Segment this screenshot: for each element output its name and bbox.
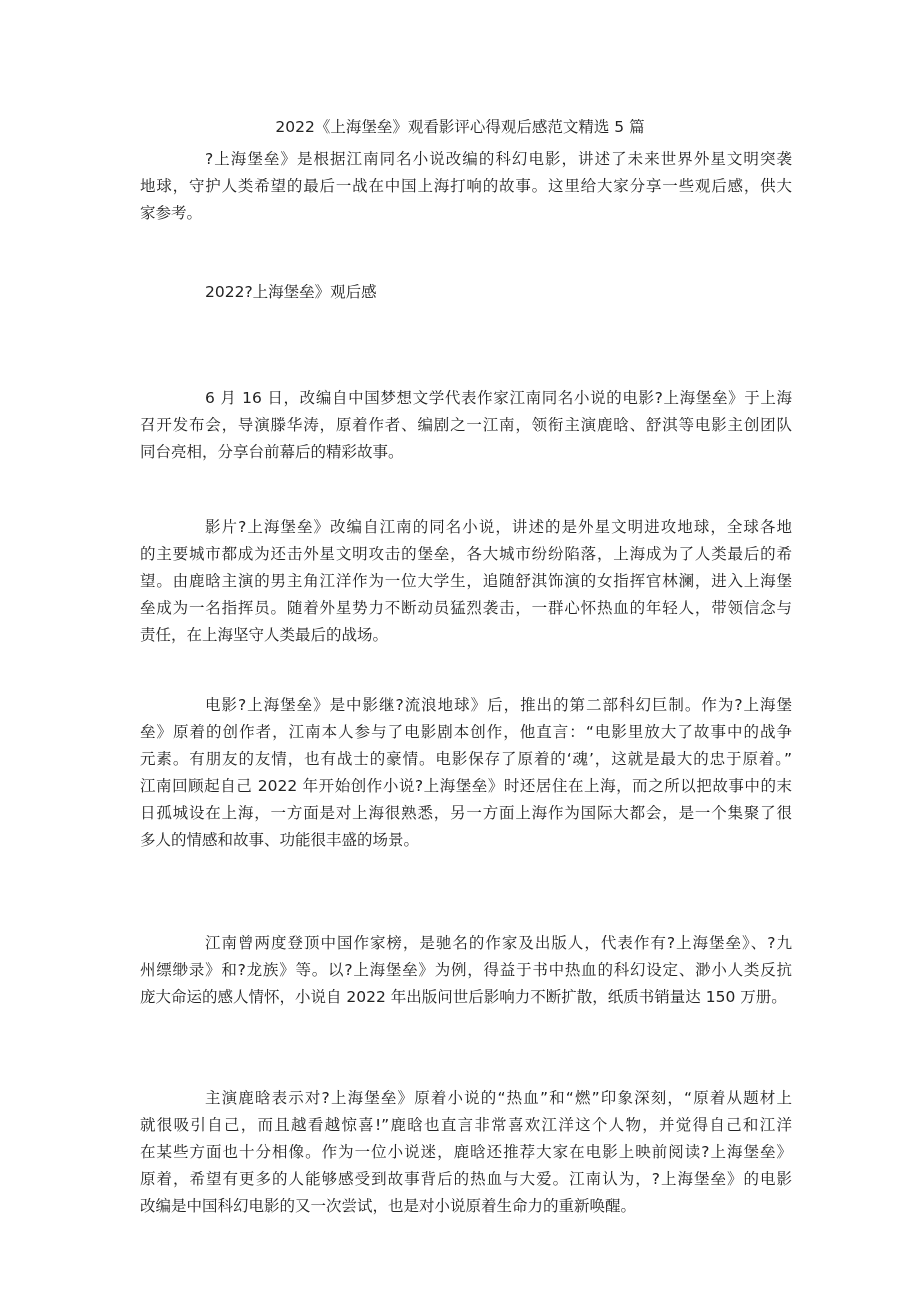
text-line: 召开发布会，导演滕华涛，原着作者、编剧之一江南，领衔主演鹿晗、舒淇等电影主创团队: [140, 416, 792, 434]
paragraph: [140, 930, 792, 1011]
intro-paragraph: [140, 146, 792, 227]
text-line: 庞大命运的感人情怀，小说自 2022 年出版问世后影响力不断扩散，纸质书销量达 150 万册。: [140, 988, 787, 1006]
text-line: 元素。有朋友的友情，也有战士的豪情。电影保存了原着的‘魂’，这就是最大的忠于原着。”: [140, 750, 792, 768]
text-line: 责任，在上海坚守人类最后的战场。: [140, 626, 389, 644]
text-line: 电影?上海堡垒》是中影继?流浪地球》后，推出的第二部科幻巨制。作为?上海堡: [205, 696, 792, 714]
text-line: 家参考。: [140, 204, 203, 222]
text-line: 6 月 16 日，改编自中国梦想文学代表作家江南同名小说的电影?上海堡垒》于上海: [205, 389, 792, 407]
text-line: 2022?上海堡垒》观后感: [205, 283, 377, 301]
text-line: 影片?上海堡垒》改编自江南的同名小说，讲述的是外星文明进攻地球，全球各地: [205, 518, 792, 536]
text-line: 日孤城设在上海，一方面是对上海很熟悉，另一方面上海作为国际大都会，是一个集聚了很: [140, 804, 792, 822]
text-line: 原着，希望有更多的人能够感受到故事背后的热血与大爱。江南认为，?上海堡垒》的电影: [140, 1170, 792, 1188]
text-line: 就很吸引自己，而且越看越惊喜!”鹿晗也直言非常喜欢江洋这个人物，并觉得自己和江洋: [140, 1116, 792, 1134]
paragraph: [140, 514, 792, 649]
section-heading: [140, 279, 792, 306]
text-line: 地球，守护人类希望的最后一战在中国上海打响的故事。这里给大家分享一些观后感，供大: [140, 177, 792, 195]
paragraph: [140, 692, 792, 854]
text-line: 主演鹿晗表示对?上海堡垒》原着小说的“热血”和“燃”印象深刻，“原着从题材上: [205, 1089, 792, 1107]
paragraph: [140, 1085, 792, 1220]
document-title: 2022《上海堡垒》观看影评心得观后感范文精选 5 篇: [275, 118, 645, 136]
text-line: 同台亮相，分享台前幕后的精彩故事。: [140, 443, 404, 461]
text-line: 垒成为一名指挥员。随着外星势力不断动员猛烈袭击，一群心怀热血的年轻人，带领信念与: [140, 599, 792, 617]
text-line: 江南曾两度登顶中国作家榜，是驰名的作家及出版人，代表作有?上海堡垒》、?九: [205, 934, 792, 952]
text-line: ?上海堡垒》是根据江南同名小说改编的科幻电影，讲述了未来世界外星文明突袭: [205, 150, 792, 168]
text-line: 望。由鹿晗主演的男主角江洋作为一位大学生，追随舒淇饰演的女指挥官林澜，进入上海堡: [140, 572, 792, 590]
text-line: 江南回顾起自己 2022 年开始创作小说?上海堡垒》时还居住在上海，而之所以把故事中的末: [140, 777, 792, 795]
text-line: 州缥缈录》和?龙族》等。以?上海堡垒》为例，得益于书中热血的科幻设定、渺小人类反抗: [140, 961, 792, 979]
text-line: 的主要城市都成为还击外星文明攻击的堡垒，各大城市纷纷陷落，上海成为了人类最后的希: [140, 545, 792, 563]
text-line: 在某些方面也十分相像。作为一位小说迷，鹿晗还推荐大家在电影上映前阅读?上海堡垒》: [140, 1143, 792, 1161]
text-line: 垒》原着的创作者，江南本人参与了电影剧本创作，他直言：“电影里放大了故事中的战争: [140, 723, 792, 741]
paragraph: [140, 385, 792, 466]
text-line: 多人的情感和故事、功能很丰盛的场景。: [140, 831, 420, 849]
text-line: 改编是中国科幻电影的又一次尝试，也是对小说原着生命力的重新唤醒。: [140, 1197, 637, 1215]
